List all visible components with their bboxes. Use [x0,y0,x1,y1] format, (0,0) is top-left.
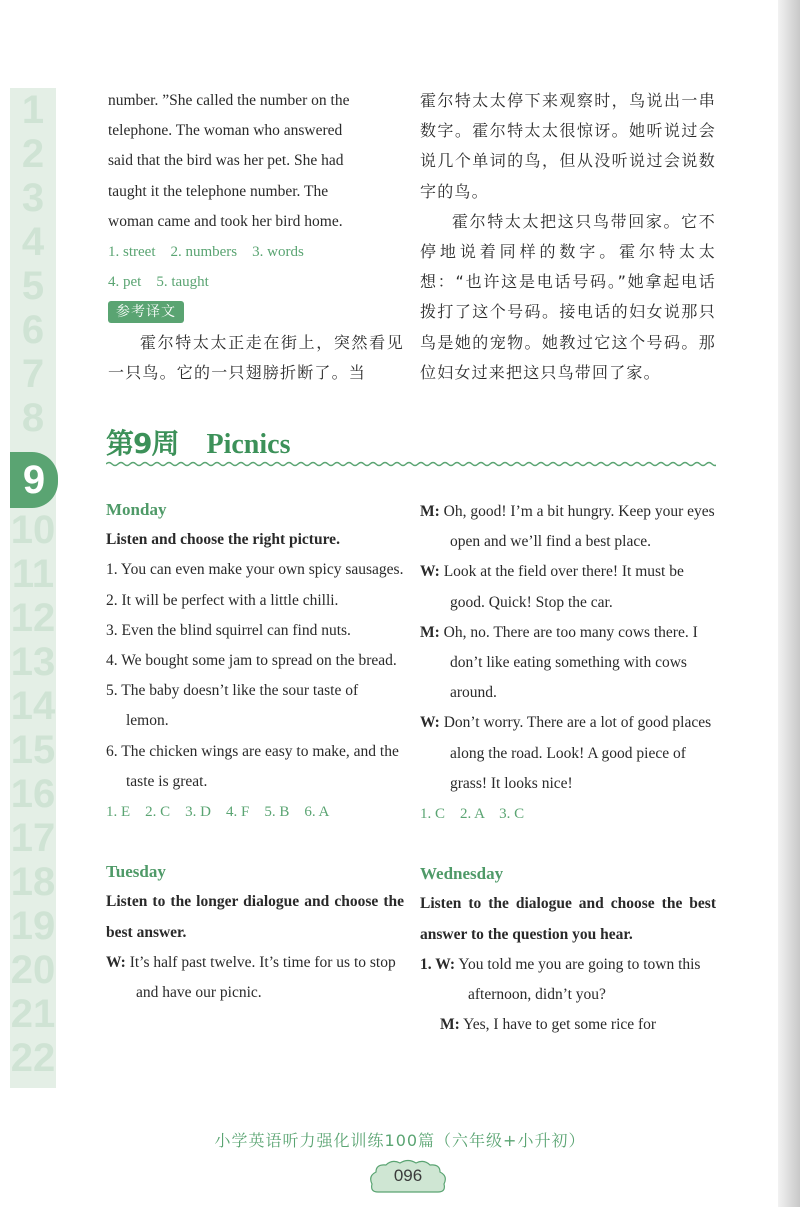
top-left-column [108,86,404,388]
speaker-label: M: [420,623,440,641]
story-line: telephone. The woman who answered [108,122,343,140]
wednesday-instruction: Listen to the dialogue and choose the best answer to the question you hear. [420,895,716,943]
speaker-label: W: [420,563,440,581]
speaker-label: W: [106,953,126,971]
chapter-tab[interactable]: 2 [21,132,45,176]
chapter-tab[interactable]: 21 [10,992,56,1036]
bottom-right-column [420,497,716,1040]
dialogue-text: Oh, good! I’m a bit hungry. Keep your eyes open and we’ll find a best place. [443,503,715,551]
week-header [106,424,716,465]
chapter-tab[interactable]: 18 [10,860,56,904]
chapter-tab-strip [10,88,56,1088]
tuesday-instruction: Listen to the longer dialogue and choose the best answer. [106,893,404,941]
dialogue-text: It’s half past twelve. It’s time for us to stop and have our picnic. [129,953,396,1002]
story-line: number. ”She called the number on the [108,92,350,109]
chapter-tab[interactable]: 15 [10,728,56,772]
page-number-badge [368,1158,448,1198]
dialogue-text: Don’t worry. There are a lot of good places along the road. Look! A good piece of grass! It looks nice! [443,714,712,792]
tuesday-answers: 1. C 2. A 3. C [420,806,525,823]
chapter-tab[interactable]: 17 [10,816,56,860]
monday-item: 2. It will be perfect with a little chilli. [106,591,339,609]
chapter-tab[interactable]: 8 [21,396,45,440]
dialogue-line [420,557,716,617]
chapter-tab[interactable]: 14 [10,684,56,728]
story-line: taught it the telephone number. The [108,182,329,200]
chapter-tab[interactable]: 1 [21,88,45,132]
monday-instruction: Listen and choose the right picture. [106,531,340,549]
monday-item: 5. The baby doesn’t like the sour taste of lemon. [106,682,359,730]
dialogue-text: You told me you are going to town this afternoon, didn’t you? [458,955,701,1004]
dialogue-line [420,708,716,799]
week-number: 第9周 [106,427,179,460]
bottom-left-column [106,495,404,1008]
story-line: woman came and took her bird home. [108,212,343,230]
monday-item: 6. The chicken wings are easy to make, and the taste is great. [106,742,399,790]
dialogue-line [420,1010,716,1040]
chapter-tab[interactable]: 13 [10,640,56,684]
page-number: 096 [393,1166,423,1185]
chapter-tab[interactable]: 11 [11,552,55,596]
speaker-label: 1. W: [420,955,456,973]
dialogue-line [420,618,716,709]
dialogue-text: Yes, I have to get some rice for [463,1016,657,1034]
page-edge-shadow [778,0,800,1207]
translation-badge: 参考译文 [108,301,184,323]
translation-paragraph: 霍尔特太太停下来观察时，鸟说出一串数字。霍尔特太太很惊讶。她听说过会说几个单词的鸟，但从没听说过会说数字的鸟。 [420,91,716,201]
speaker-label: M: [420,503,440,520]
chapter-tab[interactable]: 5 [21,264,45,308]
dialogue-line [106,948,404,1008]
dialogue-text: Oh, no. There are too many cows there. I don’t like eating something with cows around. [443,623,698,702]
chapter-tab[interactable]: 19 [10,904,56,948]
answer-key: 1. street 2. numbers 3. words [108,244,304,261]
week-title [106,424,716,465]
speaker-label: W: [420,714,440,732]
answer-key: 4. pet 5. taught [108,274,209,291]
chapter-tab[interactable]: 6 [21,308,45,352]
dialogue-line [420,497,716,557]
wednesday-heading: Wednesday [420,864,504,884]
spacer [420,829,716,859]
chapter-tab[interactable]: 10 [10,508,56,552]
chapter-tab[interactable]: 16 [10,772,56,816]
monday-item: 3. Even the blind squirrel can find nuts. [106,621,351,639]
wavy-divider [106,460,716,468]
monday-heading: Monday [106,500,167,519]
chapter-tab[interactable]: 12 [10,596,56,640]
chapter-tab[interactable]: 4 [21,220,45,264]
book-title-footer: 小学英语听力强化训练100篇（六年级+小升初） [214,1131,586,1150]
monday-item: 1. You can even make your own spicy sausages. [106,561,404,579]
chapter-tab[interactable]: 20 [10,948,56,992]
week-topic: Picnics [206,429,291,460]
translation-text: 霍尔特太太正走在街上，突然看见一只鸟。它的一只翅膀折断了。当 [108,332,404,382]
tuesday-heading: Tuesday [106,862,166,882]
speaker-label: M: [440,1016,460,1034]
top-right-column [420,86,716,388]
spacer [106,827,404,857]
story-line: said that the bird was her pet. She had [108,152,344,170]
chapter-tab[interactable]: 7 [21,352,45,396]
dialogue-text: Look at the field over there! It must be good. Quick! Stop the car. [443,563,684,611]
monday-item: 4. We bought some jam to spread on the bread. [106,652,397,670]
dialogue-line [420,950,716,1010]
chapter-tab[interactable]: 3 [21,176,45,220]
chapter-tab-active[interactable]: 9 [10,452,58,508]
monday-answers: 1. E 2. C 3. D 4. F 5. B 6. A [106,804,330,821]
translation-paragraph: 霍尔特太太把这只鸟带回家。它不停地说着同样的数字。霍尔特太太想：“也许这是电话号码。”她拿起电话拨打了这个号码。接电话的妇女说那只鸟是她的宠物。她教过它这个号码。那位妇女过来把这只鸟带回了家。 [420,211,716,382]
chapter-tab[interactable]: 22 [10,1036,56,1080]
